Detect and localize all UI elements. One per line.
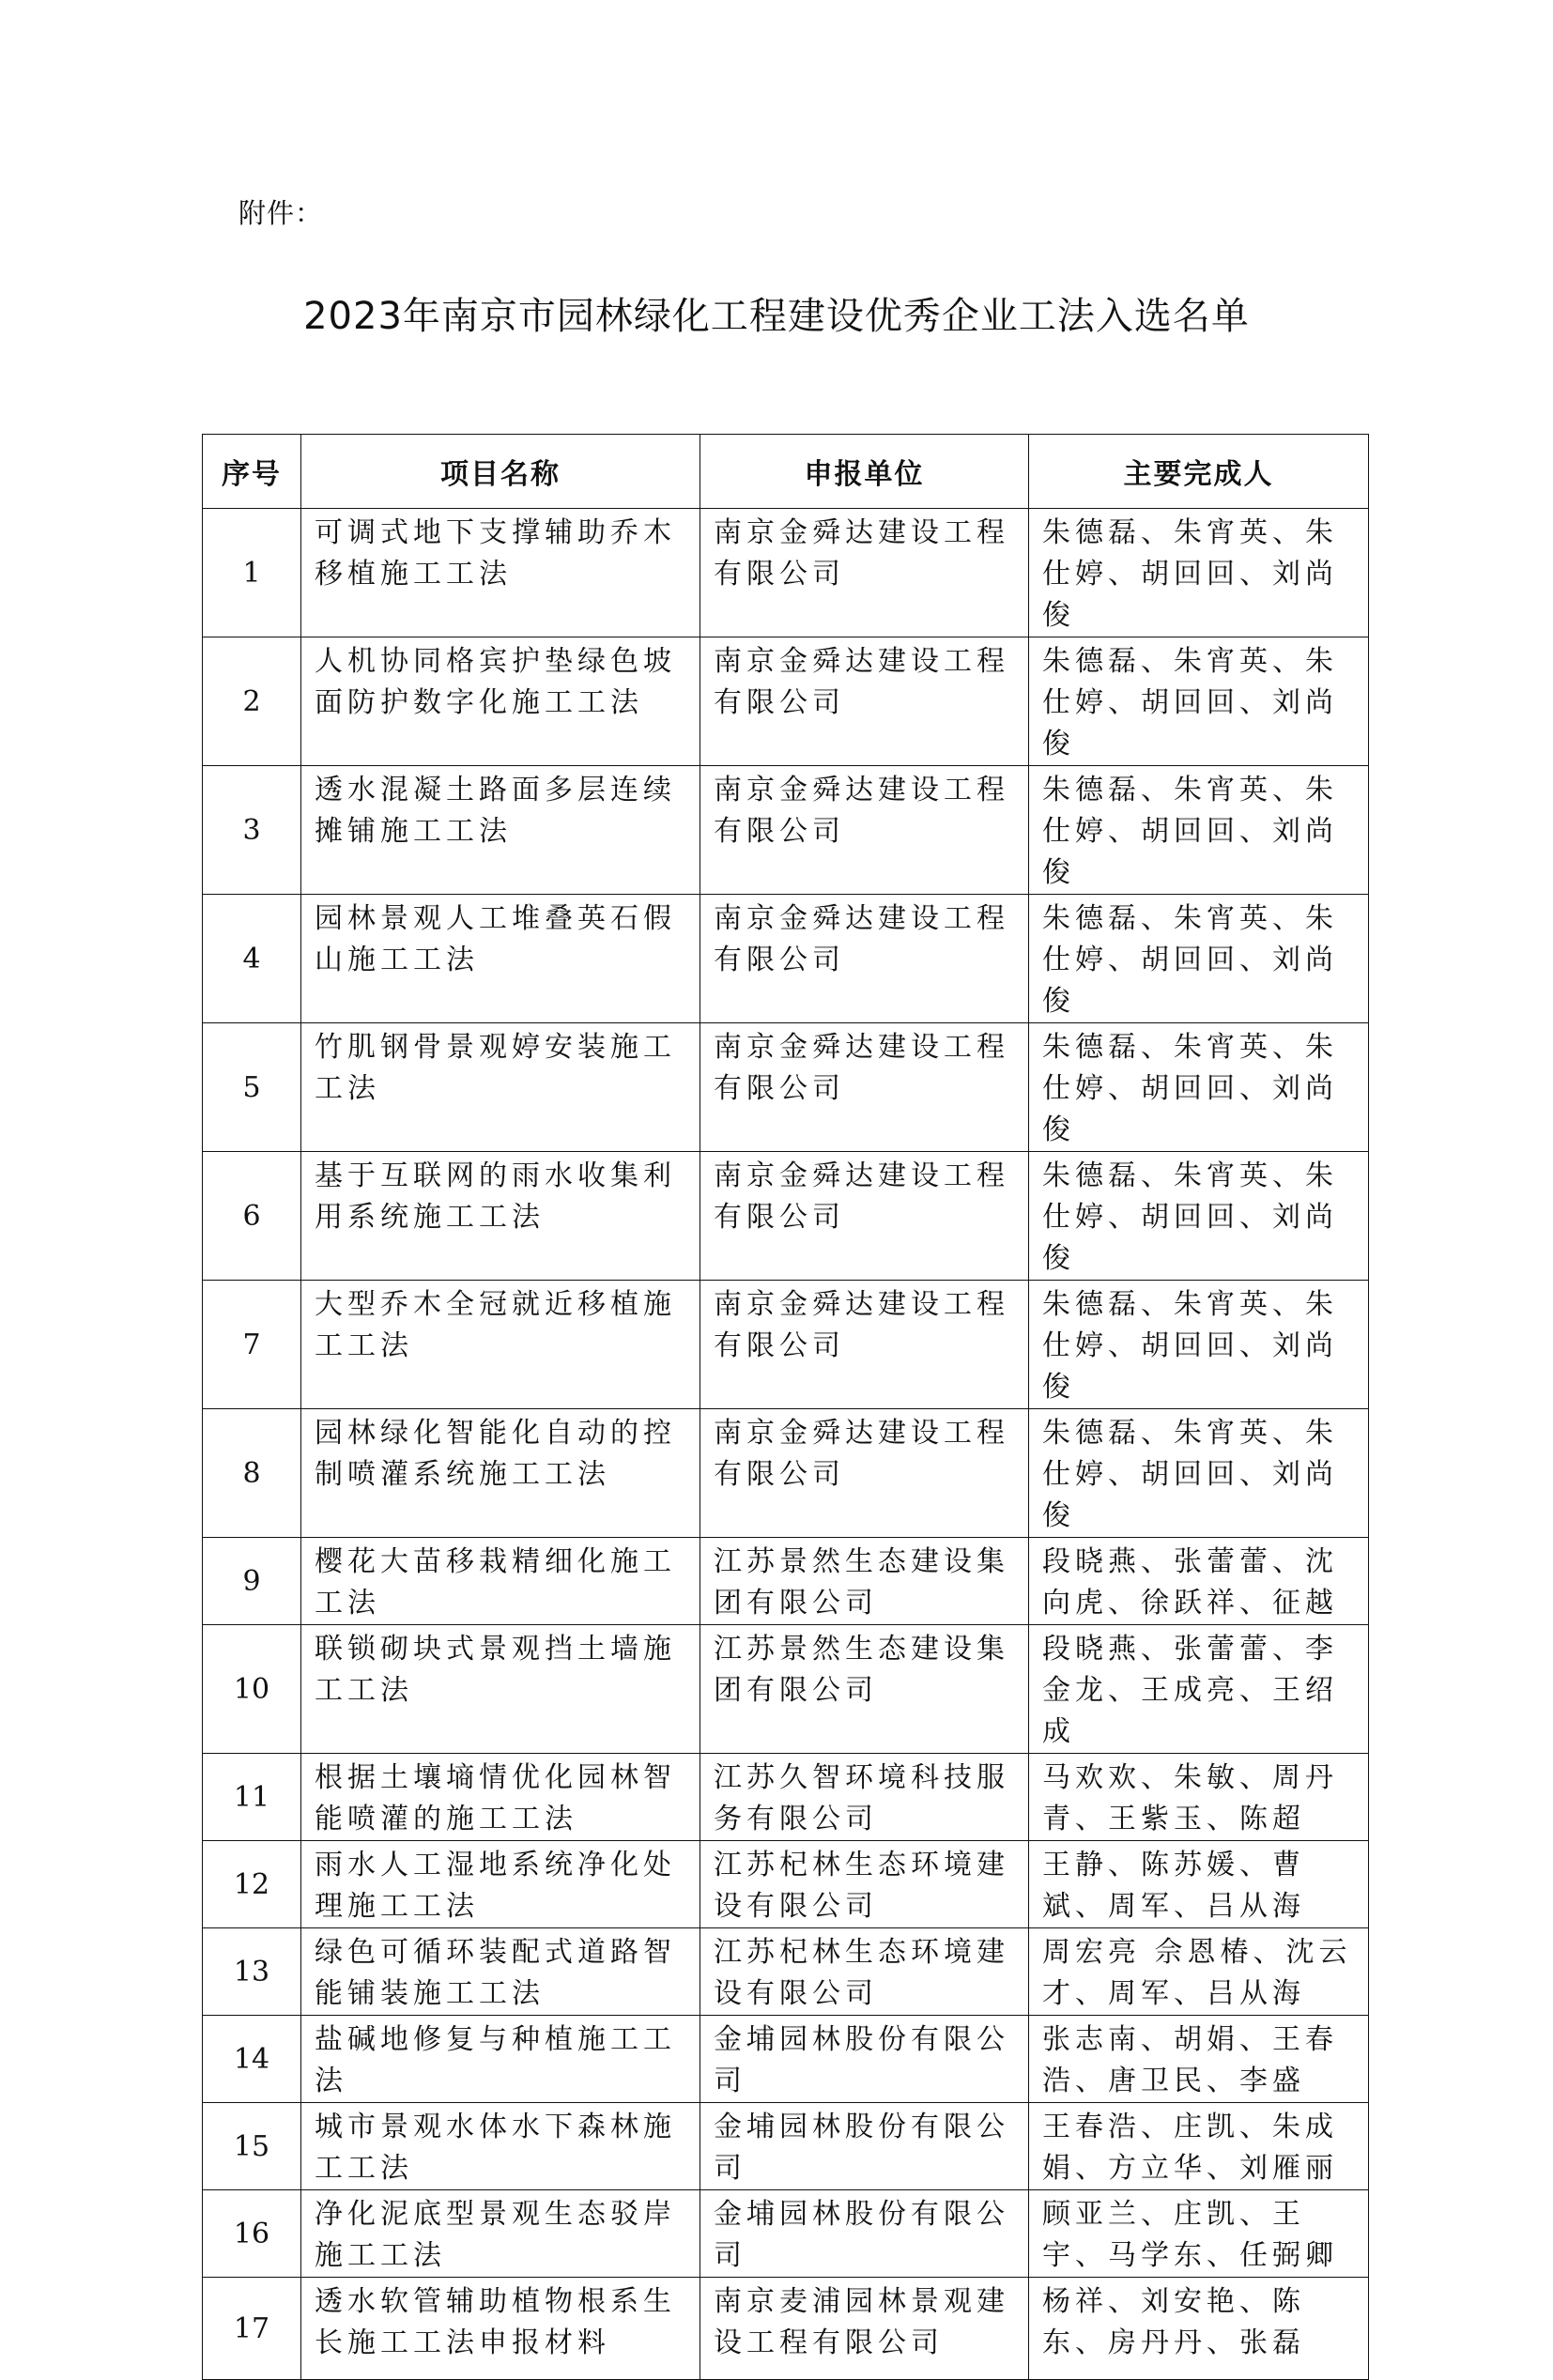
cell-project-name [301, 1023, 700, 1152]
cell-project-name-text: 人机协同格宾护垫绿色坡面防护数字化施工工法 [315, 645, 676, 719]
cell-main-contributors-text: 朱德磊、朱宵英、朱仕婷、胡回回、刘尚俊 [1042, 774, 1338, 889]
cell-applicant-unit [700, 1928, 1029, 2016]
cell-applicant-unit-text: 南京麦浦园林景观建设工程有限公司 [714, 2285, 1009, 2359]
cell-project-name-text: 基于互联网的雨水收集利用系统施工工法 [315, 1159, 676, 1234]
cell-applicant-unit-text: 南京金舜达建设工程有限公司 [714, 1031, 1009, 1105]
cell-project-name-text: 透水混凝土路面多层连续摊铺施工工法 [315, 774, 676, 848]
cell-main-contributors-text: 朱德磊、朱宵英、朱仕婷、胡回回、刘尚俊 [1042, 1031, 1338, 1146]
cell-project-name-text: 绿色可循环装配式道路智能铺装施工工法 [315, 1936, 676, 2010]
cell-main-contributors-text: 段晓燕、张蕾蕾、沈向虎、徐跃祥、征越 [1042, 1545, 1338, 1620]
cell-main-contributors-text: 顾亚兰、庄凯、王宇、马学东、任弼卿 [1042, 2198, 1338, 2272]
cell-project-name [301, 1538, 700, 1625]
cell-main-contributors-text: 段晓燕、张蕾蕾、李金龙、王成亮、王绍成 [1042, 1633, 1338, 1748]
table-row [203, 2016, 1369, 2103]
header-applicant-unit: 申报单位 [700, 435, 1029, 509]
cell-applicant-unit [700, 2190, 1029, 2278]
cell-applicant-unit-text: 南京金舜达建设工程有限公司 [714, 1288, 1009, 1362]
table-row [203, 1281, 1369, 1409]
cell-applicant-unit-text: 金埔园林股份有限公司 [714, 2198, 1009, 2272]
cell-applicant-unit [700, 2016, 1029, 2103]
cell-project-name-text: 竹肌钢骨景观婷安装施工工法 [315, 1031, 676, 1105]
cell-main-contributors [1029, 1928, 1369, 2016]
cell-applicant-unit-text: 南京金舜达建设工程有限公司 [714, 774, 1009, 848]
cell-main-contributors-text: 朱德磊、朱宵英、朱仕婷、胡回回、刘尚俊 [1042, 645, 1338, 760]
cell-main-contributors-text: 朱德磊、朱宵英、朱仕婷、胡回回、刘尚俊 [1042, 1288, 1338, 1404]
cell-seq: 16 [203, 2190, 301, 2278]
table-row [203, 1928, 1369, 2016]
cell-main-contributors [1029, 2190, 1369, 2278]
cell-main-contributors [1029, 509, 1369, 637]
table-row [203, 2278, 1369, 2380]
cell-project-name [301, 2016, 700, 2103]
cell-project-name [301, 1625, 700, 1754]
table-row [203, 1754, 1369, 1841]
cell-applicant-unit [700, 1754, 1029, 1841]
cell-seq: 8 [203, 1409, 301, 1538]
cell-seq: 5 [203, 1023, 301, 1152]
cell-applicant-unit-text: 江苏景然生态建设集团有限公司 [714, 1633, 1009, 1707]
cell-project-name [301, 2190, 700, 2278]
cell-seq: 7 [203, 1281, 301, 1409]
cell-project-name-text: 城市景观水体水下森林施工工法 [315, 2111, 676, 2185]
cell-project-name [301, 2278, 700, 2380]
cell-applicant-unit [700, 1625, 1029, 1754]
cell-main-contributors-text: 朱德磊、朱宵英、朱仕婷、胡回回、刘尚俊 [1042, 1417, 1338, 1532]
cell-seq: 12 [203, 1841, 301, 1928]
cell-project-name-text: 净化泥底型景观生态驳岸施工工法 [315, 2198, 676, 2272]
cell-applicant-unit [700, 1409, 1029, 1538]
cell-applicant-unit [700, 1281, 1029, 1409]
cell-main-contributors-text: 王春浩、庄凯、朱成娟、方立华、刘雁丽 [1042, 2111, 1338, 2185]
cell-seq: 6 [203, 1152, 301, 1281]
table-row [203, 1625, 1369, 1754]
cell-applicant-unit-text: 江苏杞林生态环境建设有限公司 [714, 1849, 1009, 1923]
selection-list-table [202, 434, 1369, 2380]
cell-project-name-text: 可调式地下支撑辅助乔木移植施工工法 [315, 516, 676, 591]
cell-applicant-unit-text: 江苏景然生态建设集团有限公司 [714, 1545, 1009, 1620]
cell-project-name [301, 1841, 700, 1928]
cell-project-name-text: 联锁砌块式景观挡土墙施工工法 [315, 1633, 676, 1707]
cell-main-contributors-text: 朱德磊、朱宵英、朱仕婷、胡回回、刘尚俊 [1042, 516, 1338, 632]
cell-project-name-text: 雨水人工湿地系统净化处理施工工法 [315, 1849, 676, 1923]
cell-project-name-text: 樱花大苗移栽精细化施工工法 [315, 1545, 676, 1620]
cell-main-contributors [1029, 1538, 1369, 1625]
table-header-row [203, 435, 1369, 509]
cell-applicant-unit-text: 南京金舜达建设工程有限公司 [714, 516, 1009, 591]
table-row [203, 2190, 1369, 2278]
cell-project-name-text: 根据土壤墒情优化园林智能喷灌的施工工法 [315, 1761, 676, 1835]
cell-project-name [301, 1928, 700, 2016]
cell-applicant-unit [700, 895, 1029, 1023]
cell-seq: 3 [203, 766, 301, 895]
header-project-name: 项目名称 [301, 435, 700, 509]
cell-applicant-unit [700, 637, 1029, 766]
cell-main-contributors [1029, 2103, 1369, 2190]
cell-main-contributors [1029, 637, 1369, 766]
cell-main-contributors [1029, 1625, 1369, 1754]
cell-project-name [301, 1281, 700, 1409]
cell-main-contributors [1029, 2016, 1369, 2103]
cell-project-name-text: 透水软管辅助植物根系生长施工工法申报材料 [315, 2285, 676, 2359]
header-main-contributors: 主要完成人 [1029, 435, 1369, 509]
cell-main-contributors [1029, 766, 1369, 895]
cell-project-name-text: 园林绿化智能化自动的控制喷灌系统施工工法 [315, 1417, 676, 1491]
cell-main-contributors [1029, 1152, 1369, 1281]
cell-seq: 14 [203, 2016, 301, 2103]
cell-applicant-unit [700, 2103, 1029, 2190]
cell-seq: 1 [203, 509, 301, 637]
cell-main-contributors-text: 马欢欢、朱敏、周丹青、王紫玉、陈超 [1042, 1761, 1338, 1835]
table-row [203, 1538, 1369, 1625]
cell-applicant-unit-text: 江苏久智环境科技服务有限公司 [714, 1761, 1009, 1835]
cell-applicant-unit-text: 南京金舜达建设工程有限公司 [714, 1417, 1009, 1491]
table-row [203, 1841, 1369, 1928]
cell-applicant-unit-text: 南京金舜达建设工程有限公司 [714, 1159, 1009, 1234]
cell-main-contributors-text: 周宏亮 佘恩椿、沈云才、周军、吕从海 [1042, 1936, 1352, 2010]
cell-main-contributors-text: 杨祥、刘安艳、陈东、房丹丹、张磊 [1042, 2285, 1305, 2359]
cell-applicant-unit-text: 江苏杞林生态环境建设有限公司 [714, 1936, 1009, 2010]
cell-main-contributors [1029, 895, 1369, 1023]
cell-project-name [301, 895, 700, 1023]
cell-project-name [301, 637, 700, 766]
table-row [203, 766, 1369, 895]
cell-applicant-unit [700, 1023, 1029, 1152]
cell-seq: 11 [203, 1754, 301, 1841]
cell-main-contributors-text: 朱德磊、朱宵英、朱仕婷、胡回回、刘尚俊 [1042, 1159, 1338, 1275]
table-row [203, 1152, 1369, 1281]
cell-applicant-unit-text: 金埔园林股份有限公司 [714, 2111, 1009, 2185]
cell-applicant-unit-text: 南京金舜达建设工程有限公司 [714, 645, 1009, 719]
table-row [203, 509, 1369, 637]
document-title: 2023年南京市园林绿化工程建设优秀企业工法入选名单 [303, 295, 1250, 338]
cell-project-name [301, 1152, 700, 1281]
cell-applicant-unit [700, 766, 1029, 895]
cell-project-name-text: 大型乔木全冠就近移植施工工法 [315, 1288, 676, 1362]
cell-project-name [301, 1409, 700, 1538]
cell-main-contributors [1029, 1409, 1369, 1538]
cell-project-name [301, 509, 700, 637]
table-row [203, 1023, 1369, 1152]
cell-seq: 13 [203, 1928, 301, 2016]
table-row [203, 2103, 1369, 2190]
cell-project-name-text: 盐碱地修复与种植施工工法 [315, 2023, 676, 2097]
cell-applicant-unit [700, 1538, 1029, 1625]
table-row [203, 895, 1369, 1023]
cell-applicant-unit [700, 1841, 1029, 1928]
cell-seq: 4 [203, 895, 301, 1023]
table-row [203, 637, 1369, 766]
cell-seq: 15 [203, 2103, 301, 2190]
cell-applicant-unit-text: 南京金舜达建设工程有限公司 [714, 902, 1009, 976]
table-body [203, 509, 1369, 2380]
cell-applicant-unit [700, 1152, 1029, 1281]
cell-main-contributors [1029, 1841, 1369, 1928]
cell-main-contributors-text: 张志南、胡娟、王春浩、唐卫民、李盛 [1042, 2023, 1338, 2097]
cell-project-name [301, 1754, 700, 1841]
cell-applicant-unit [700, 509, 1029, 637]
cell-main-contributors-text: 朱德磊、朱宵英、朱仕婷、胡回回、刘尚俊 [1042, 902, 1338, 1018]
cell-seq: 17 [203, 2278, 301, 2380]
cell-applicant-unit [700, 2278, 1029, 2380]
table-row [203, 1409, 1369, 1538]
attachment-label: 附件： [238, 197, 324, 229]
cell-applicant-unit-text: 金埔园林股份有限公司 [714, 2023, 1009, 2097]
cell-project-name [301, 766, 700, 895]
cell-seq: 2 [203, 637, 301, 766]
cell-main-contributors [1029, 1023, 1369, 1152]
header-seq: 序号 [203, 435, 301, 509]
cell-main-contributors [1029, 1754, 1369, 1841]
cell-seq: 9 [203, 1538, 301, 1625]
cell-main-contributors [1029, 2278, 1369, 2380]
cell-seq: 10 [203, 1625, 301, 1754]
cell-project-name [301, 2103, 700, 2190]
cell-project-name-text: 园林景观人工堆叠英石假山施工工法 [315, 902, 676, 976]
cell-main-contributors-text: 王静、陈苏媛、曹斌、周军、吕从海 [1042, 1849, 1305, 1923]
cell-main-contributors [1029, 1281, 1369, 1409]
